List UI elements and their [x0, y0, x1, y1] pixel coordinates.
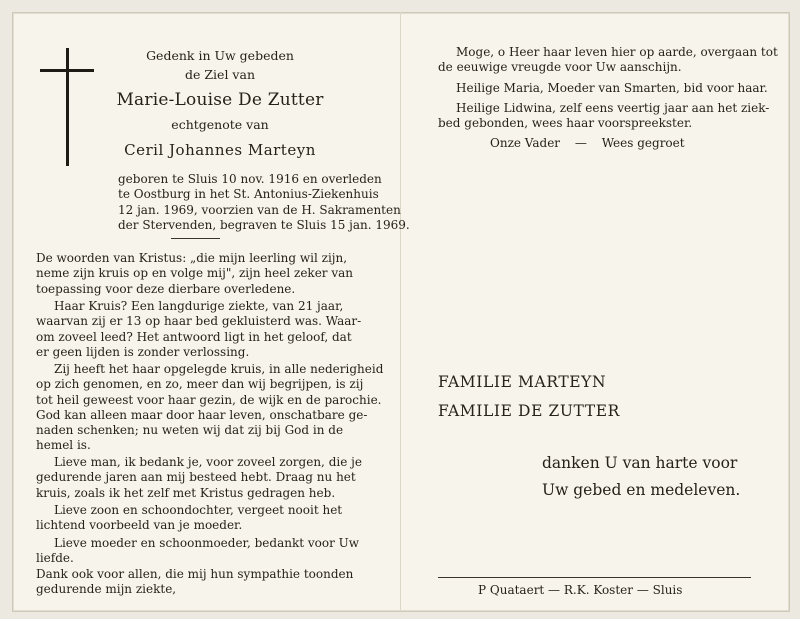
bio-line: 12 jan. 1969, voorzien van de H. Sakramenten: [118, 202, 401, 217]
text-line: Dank ook voor allen, die mij hun sympathie toonden: [36, 567, 354, 581]
text-line: de eeuwige vreugde voor Uw aanschijn.: [438, 60, 682, 75]
cross-icon-vertical: [66, 48, 69, 166]
paragraph-3: [36, 362, 383, 454]
paragraph-2: [36, 299, 361, 360]
bio-line: te Oostburg in het St. Antonius-Ziekenhuis: [118, 187, 379, 202]
text-line: hemel is.: [36, 438, 91, 453]
text-line: lichtend voorbeeld van je moeder.: [36, 518, 243, 533]
deceased-name: Marie-Louise De Zutter: [116, 90, 324, 110]
paragraph-5: [36, 503, 342, 534]
text-line: er geen lijden is zonder verlossing.: [36, 344, 250, 359]
thanks-line-2: Uw gebed en medeleven.: [542, 481, 741, 499]
spouse-name: Ceril Johannes Marteyn: [124, 141, 316, 159]
biography: [118, 172, 410, 233]
text-line: waarvan zij er 13 op haar bed gekluisterd was. Waar-: [36, 314, 362, 329]
family-marteyn: FAMILIE MARTEYN: [438, 373, 607, 391]
footer-divider: [438, 577, 751, 578]
prayer-3: [438, 101, 769, 132]
closing-right: Wees gegroet: [601, 136, 685, 150]
divider: [171, 238, 220, 239]
text-line: Lieve zoon en schoondochter, vergeet nooit het: [54, 503, 343, 517]
intro-line-2: de Ziel van: [185, 67, 255, 82]
paragraph-7: [36, 567, 353, 598]
thanks-line-1: danken U van harte voor: [542, 454, 738, 472]
closing-dash: —: [574, 136, 587, 150]
closing-prayers: [490, 136, 685, 151]
text-line: om zoveel leed? Het antwoord ligt in het geloof, dat: [36, 329, 352, 344]
intro-line-1: Gedenk in Uw gebeden: [146, 48, 294, 63]
printer-credit: P Quataert — R.K. Koster — Sluis: [478, 583, 683, 597]
paragraph-6: [36, 536, 359, 567]
card-fold-line: [400, 12, 401, 610]
text-line: God kan alleen maar door haar leven, onschatbare ge-: [36, 407, 368, 422]
text-line: kruis, zoals ik het zelf met Kristus gedragen heb.: [36, 485, 336, 500]
text-line: toepassing voor deze dierbare overledene.: [36, 281, 296, 296]
text-line: liefde.: [36, 551, 74, 566]
text-line: neme zijn kruis op en volge mij", zijn heel zeker van: [36, 266, 354, 281]
prayer-1: [438, 45, 778, 76]
text-line: bed gebonden, wees haar voorspreekster.: [438, 116, 693, 131]
bio-line: der Stervenden, begraven te Sluis 15 jan. 1969.: [118, 217, 410, 232]
text-line: tot heil geweest voor haar gezin, de wijk en de parochie.: [36, 392, 382, 407]
closing-left: Onze Vader: [490, 136, 561, 150]
spouse-label: echtgenote van: [171, 117, 269, 132]
text-line: Heilige Lidwina, zelf eens veertig jaar aan het ziek-: [456, 101, 770, 115]
text-line: gedurende mijn ziekte,: [36, 582, 177, 597]
text-line: naden schenken; nu weten wij dat zij bij God in de: [36, 423, 344, 438]
text-line: Lieve moeder en schoonmoeder, bedankt voor Uw: [54, 536, 360, 550]
bio-line: geboren te Sluis 10 nov. 1916 en overleden: [118, 172, 382, 186]
text-line: Lieve man, ik bedank je, voor zoveel zorgen, die je: [54, 455, 362, 469]
text-line: Haar Kruis? Een langdurige ziekte, van 21 jaar,: [54, 299, 344, 313]
cross-icon-horizontal: [40, 69, 94, 72]
text-line: Moge, o Heer haar leven hier op aarde, overgaan tot: [456, 45, 778, 59]
paragraph-1: [36, 251, 353, 297]
prayer-2: Heilige Maria, Moeder van Smarten, bid voor haar.: [456, 81, 768, 95]
paragraph-4: [36, 455, 362, 501]
text-line: Zij heeft het haar opgelegde kruis, in alle nederigheid: [54, 362, 384, 376]
text-line: gedurende jaren aan mij besteed hebt. Draag nu het: [36, 470, 356, 485]
text-line: De woorden van Kristus: „die mijn leerling wil zijn,: [36, 251, 348, 265]
family-de-zutter: FAMILIE DE ZUTTER: [438, 402, 620, 420]
text-line: op zich genomen, en zo, meer dan wij begrijpen, is zij: [36, 377, 364, 392]
